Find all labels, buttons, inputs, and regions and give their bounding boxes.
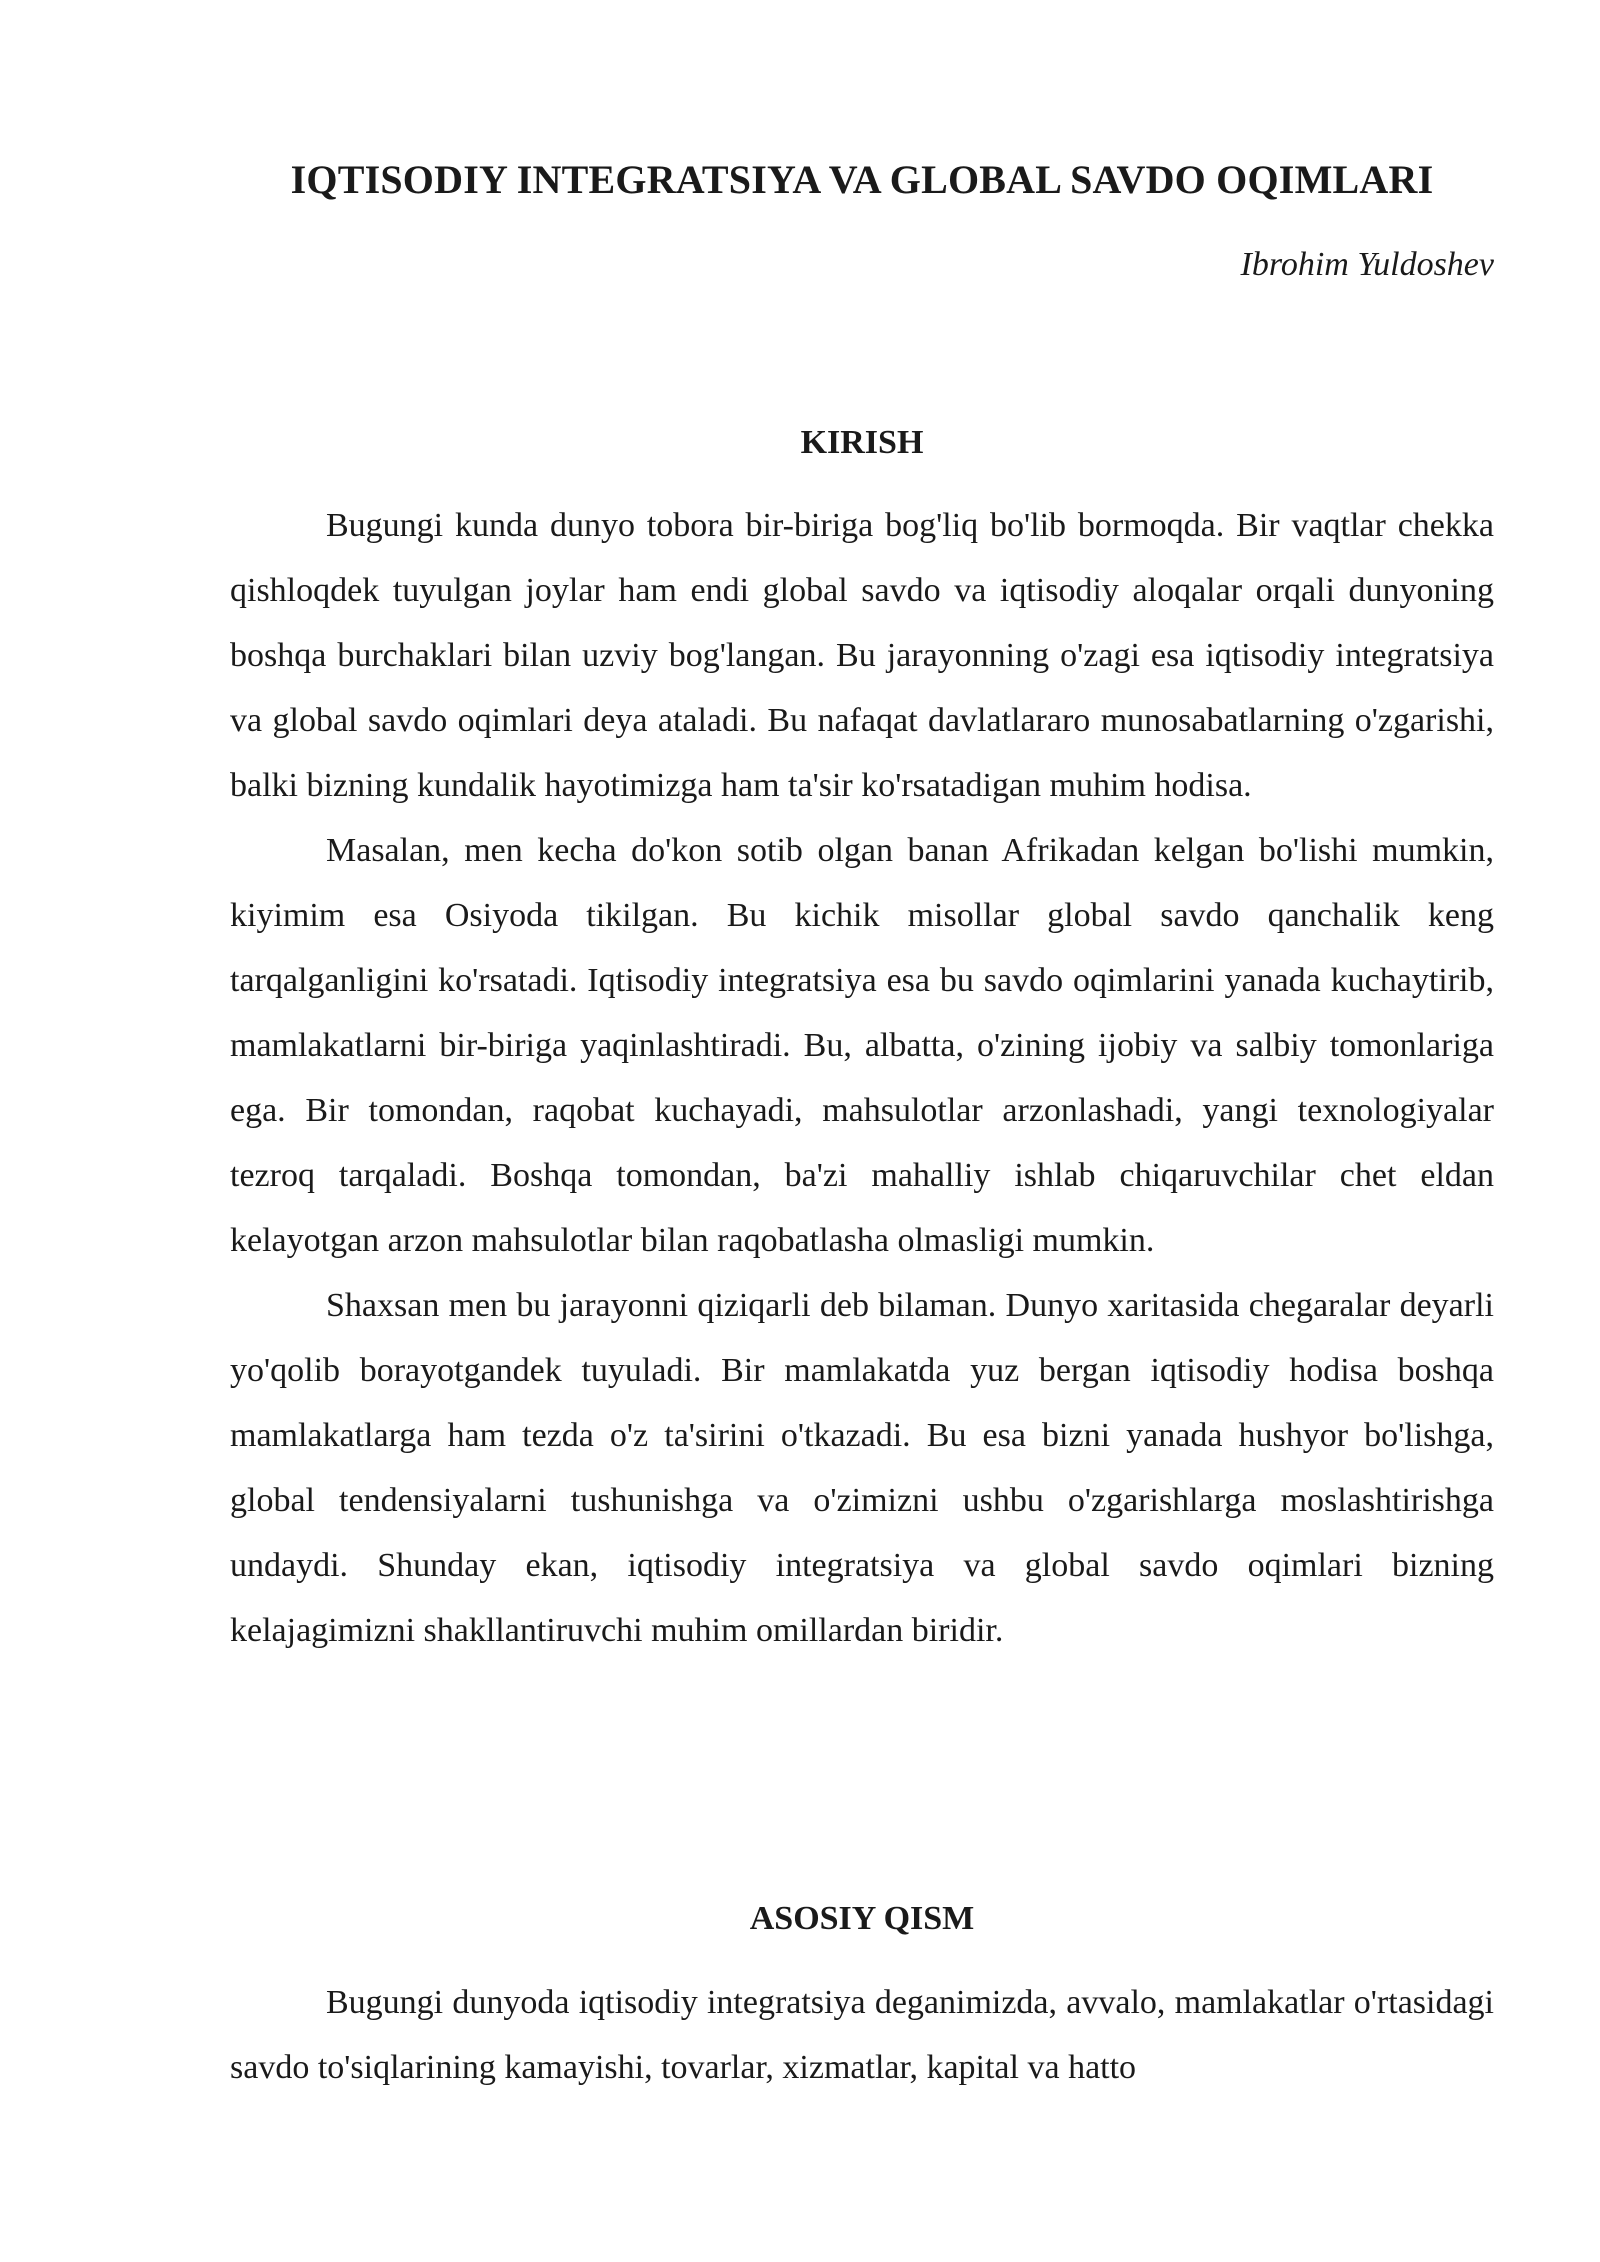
section-heading-asosiy-qism: ASOSIY QISM (749, 1900, 975, 1937)
paragraph: Shaxsan men bu jarayonni qiziqarli deb bilaman. Dunyo xaritasida chegaralar deyarli yo'qolib borayotgandek tuyuladi. Bir mamlakatda yuz bergan iqtisodiy hodisa boshqa mamlakatlarga ham tezda o'z ta'sirini o'tkazadi. Bu esa bizni yanada hushyor bo'lishga, global tendensiyalarni tushunishga va o'zimizni ushbu o'zgarishlarga moslashtirishga undaydi. Shunday ekan, iqtisodiy integratsiya va global savdo oqimlari bizning kelajagimizni shakllantiruvchi muhim omillardan biridir. (230, 1287, 1494, 1649)
paragraph: Bugungi dunyoda iqtisodiy integratsiya deganimizda, avvalo, mamlakatlar o'rtasidagi savdo to'siqlarining kamayishi, tovarlar, xizmatlar, kapital va hatto (230, 1984, 1494, 2086)
paragraph: Bugungi kunda dunyo tobora bir-biriga bog'liq bo'lib bormoqda. Bir vaqtlar chekka qishloqdek tuyulgan joylar ham endi global savdo va iqtisodiy aloqalar orqali dunyoning boshqa burchaklari bilan uzviy bog'langan. Bu jarayonning o'zagi esa iqtisodiy integratsiya va global savdo oqimlari deya ataladi. Bu nafaqat davlatlararo munosabatlarning o'zgarishi, balki bizning kundalik hayotimizga ham ta'sir ko'rsatadigan muhim hodisa. (230, 507, 1494, 804)
paragraph: Masalan, men kecha do'kon sotib olgan banan Afrikadan kelgan bo'lishi mumkin, kiyimim esa Osiyoda tikilgan. Bu kichik misollar global savdo qanchalik keng tarqalganligini ko'rsatadi. Iqtisodiy integratsiya esa bu savdo oqimlarini yanada kuchaytirib, mamlakatlarni bir-biriga yaqinlashtiradi. Bu, albatta, o'zining ijobiy va salbiy tomonlariga ega. Bir tomondan, raqobat kuchayadi, mahsulotlar arzonlashadi, yangi texnologiyalar tezroq tarqaladi. Boshqa tomondan, ba'zi mahalliy ishlab chiqaruvchilar chet eldan kelayotgan arzon mahsulotlar bilan raqobatlasha olmasligi mumkin. (230, 832, 1494, 1259)
section-body-kirish (230, 493, 1494, 1663)
section-body-asosiy-qism (230, 1970, 1494, 2100)
section-heading-kirish: KIRISH (800, 424, 924, 461)
document-title: IQTISODIY INTEGRATSIYA VA GLOBAL SAVDO OQIMLARI (290, 157, 1434, 202)
author-name: Ibrohim Yuldoshev (1240, 246, 1494, 283)
